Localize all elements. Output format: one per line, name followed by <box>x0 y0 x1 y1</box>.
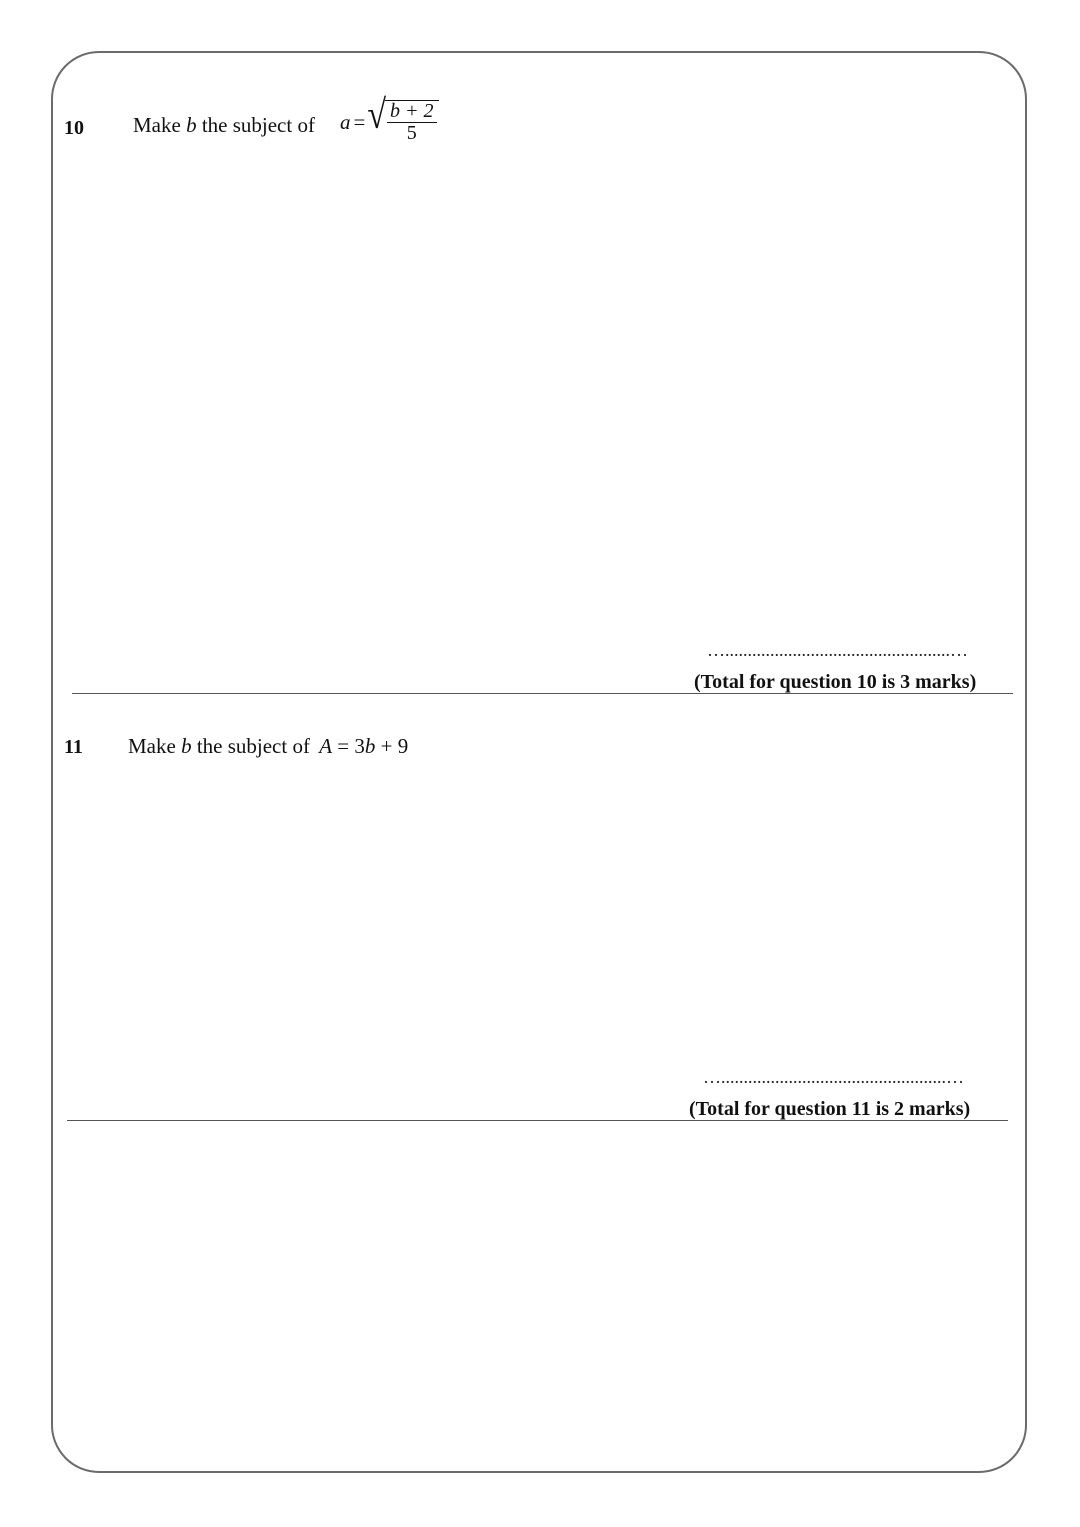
fraction <box>387 101 437 144</box>
equation-lhs: a <box>340 109 351 134</box>
radical-sign-icon: √ <box>367 93 387 138</box>
equation-rhs-prefix: = 3 <box>337 734 365 758</box>
equation-lhs: A <box>319 734 333 758</box>
question-11-equation <box>319 734 408 758</box>
question-11-variable: b <box>181 734 192 758</box>
question-10-variable: b <box>186 113 197 137</box>
question-11-prompt <box>128 734 408 759</box>
question-10-number: 10 <box>64 117 84 139</box>
question-11-divider <box>67 1120 1008 1121</box>
question-11-total: (Total for question 11 is 2 marks) <box>689 1098 971 1120</box>
question-10-divider <box>72 693 1013 694</box>
question-10-prompt <box>133 113 315 138</box>
equation-rhs-variable: b <box>364 734 376 758</box>
question-11-number: 11 <box>64 736 83 758</box>
question-10-prompt-suffix: the subject of <box>201 113 315 137</box>
question-10-prompt-prefix: Make <box>133 113 181 137</box>
radicand <box>385 100 439 144</box>
equation-rhs-suffix: + 9 <box>380 734 409 758</box>
question-11-prompt-suffix: the subject of <box>196 734 310 758</box>
question-10-equation <box>340 93 439 144</box>
question-10-answer-line[interactable]: …..................................................… <box>707 640 968 660</box>
fraction-denominator: 5 <box>406 122 417 144</box>
equation-equals: = <box>353 109 366 134</box>
question-11-answer-line[interactable]: …..................................................… <box>703 1067 964 1087</box>
page-border <box>51 51 1027 1473</box>
question-10-total: (Total for question 10 is 3 marks) <box>694 671 977 693</box>
square-root <box>367 93 438 144</box>
fraction-numerator: b + 2 <box>390 100 434 122</box>
question-11-prompt-prefix: Make <box>128 734 176 758</box>
